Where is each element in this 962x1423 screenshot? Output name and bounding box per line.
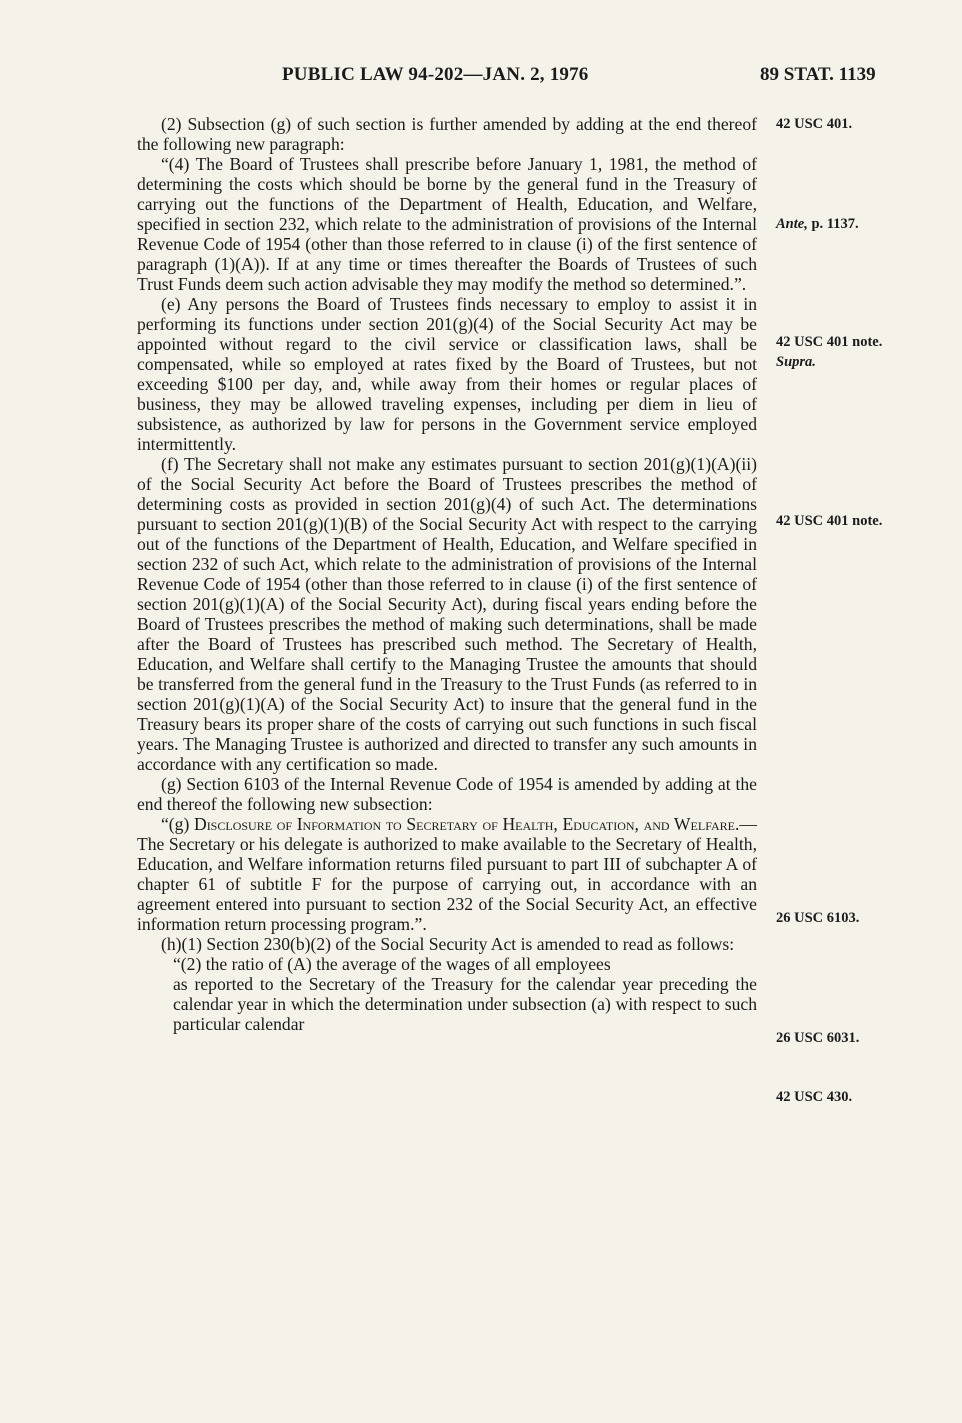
paragraph-subsection-2: (2) Subsection (g) of such section is further amended by adding at the end thereof the following new paragraph: — [137, 114, 757, 154]
paragraph-quoted-2-first: “(2) the ratio of (A) the average of the wages of all employees — [173, 954, 611, 974]
paragraph-quoted-4: “(4) The Board of Trustees shall prescribe before January 1, 1981, the method of determining the costs which should be borne by the general fund in the Treasury of carrying out the functions of the Department of Health, Education, and Welfare, specified in section 232, which relate to the administration of provisions of the Internal Revenue Code of 1954 (other than those referred to in clause (i) of the first sentence of paragraph (1)(A)). If at any time or times thereafter the Boards of Trustees of such Trust Funds deem such action advisable they may modify the method so determined.”. — [137, 154, 757, 294]
paragraph-f: (f) The Secretary shall not make any estimates pursuant to section 201(g)(1)(A)(ii) of the Social Security Act before the Board of Trustees prescribes the method of determining costs as provided in section 201(g)(4) of such Act. The determinations pursuant to section 201(g)(1)(B) of the Social Security Act with respect to the carrying out of the functions of the Department of Health, Education, and Welfare specified in section 232 of such Act, which relate to the administration of provisions of the Internal Revenue Code of 1954 (other than those referred to in clause (i) of the first sentence of section 201(g)(1)(A) of the Social Security Act), during fiscal years ending before the Board of Trustees prescribes the method of making such determinations, shall be made after the Board of Trustees has prescribed such method. The Secretary of Health, Education, and Welfare shall certify to the Managing Trustee the amounts that should be transferred from the general fund in the Treasury to the Trust Funds (as referred to in section 201(g)(1)(A) of the Social Security Act) to insure that the general fund in the Treasury bears its proper share of the costs of carrying out such functions in such fiscal years. The Managing Trustee is authorized and directed to transfer any such amounts in accordance with any certification so made. — [137, 454, 757, 774]
quoted-g-heading: Disclosure of Information to Secretary of Health, Education, and Welfare. — [193, 814, 740, 834]
margin-note-26-usc-6103: 26 USC 6103. — [776, 910, 860, 926]
statute-body — [137, 114, 757, 1034]
margin-note-ante-page: p. 1137. — [807, 216, 859, 232]
margin-note-ante — [776, 216, 859, 233]
margin-note-26-usc-6031: 26 USC 6031. — [776, 1030, 860, 1046]
margin-note-42-usc-401-note: 42 USC 401 note. — [776, 334, 883, 350]
paragraph-quoted-2-cont: as reported to the Secretary of the Treasury for the calendar year preceding the calendar year in which the determination under subsection (a) with respect to such particular calendar — [173, 974, 757, 1034]
paragraph-g: (g) Section 6103 of the Internal Revenue Code of 1954 is amended by adding at the end thereof the following new subsection: — [137, 774, 757, 814]
margin-note-supra — [776, 354, 816, 371]
page-header-title: PUBLIC LAW 94-202—JAN. 2, 1976 — [282, 64, 589, 85]
paragraph-e: (e) Any persons the Board of Trustees finds necessary to employ to assist it in performing its functions under section 201(g)(4) of the Social Security Act may be appointed without regard to the civil service or classification laws, shall be compensated, while so employed at rates fixed by the Board of Trustees, but not exceeding $100 per day, and, while away from their homes or regular places of business, they may be allowed traveling expenses, including per diem in lieu of subsistence, as authorized by law for persons in the Government service employed intermittently. — [137, 294, 757, 454]
margin-note-ante-italic: Ante, — [776, 216, 808, 232]
quoted-g-text: —The Secretary or his delegate is authorized to make available to the Secretary of Health, Education, and Welfare information returns filed pursuant to part III of subchapter A of chapter 61 of subtitle F for the purpose of carrying out, in accordance with an agreement entered into pursuant to section 232 of the Social Security Act, an effective information return processing program.”. — [137, 814, 757, 934]
quoted-g-open: “(g) — [161, 814, 194, 834]
margin-note-42-usc-430: 42 USC 430. — [776, 1089, 853, 1105]
margin-note-supra-text: Supra. — [776, 354, 816, 370]
page-header-stat: 89 STAT. 1139 — [760, 64, 876, 85]
paragraph-h: (h)(1) Section 230(b)(2) of the Social Security Act is amended to read as follows: — [161, 934, 735, 954]
paragraph-quoted-g — [137, 814, 757, 934]
margin-note-42-usc-401-note-2: 42 USC 401 note. — [776, 513, 883, 529]
margin-note-42-usc-401: 42 USC 401. — [776, 116, 853, 132]
